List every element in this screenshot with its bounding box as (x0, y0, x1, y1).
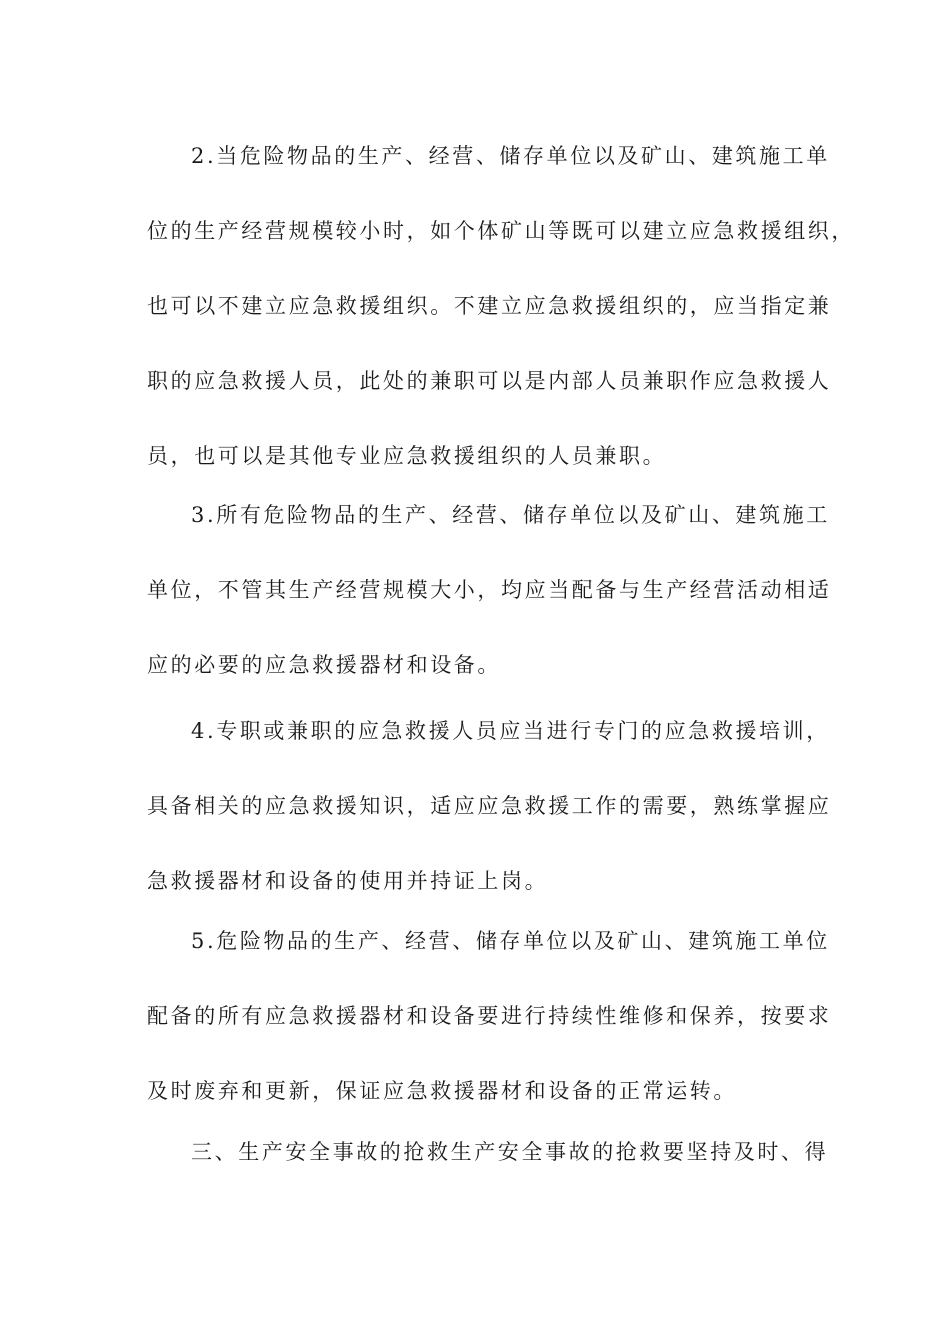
paragraph-2-line-3: 也可以不建立应急救援组织。不建立应急救援组织的，应当指定兼 (147, 294, 832, 318)
paragraph-2-line-4: 职的应急救援人员，此处的兼职可以是内部人员兼职作应急救援人 (147, 369, 832, 393)
paragraph-3-line-3: 应的必要的应急救援器材和设备。 (147, 653, 501, 677)
paragraph-4-line-3: 急救援器材和设备的使用并持证上岗。 (147, 869, 549, 893)
paragraph-3-line-1: 3.所有危险物品的生产、经营、储存单位以及矿山、建筑施工 (191, 503, 830, 527)
paragraph-2-line-2: 位的生产经营规模较小时，如个体矿山等既可以建立应急救援组织， (147, 219, 855, 243)
paragraph-5-line-2: 配备的所有应急救援器材和设备要进行持续性维修和保养，按要求 (147, 1004, 832, 1028)
paragraph-4-line-1: 4.专职或兼职的应急救援人员应当进行专门的应急救援培训， (191, 719, 830, 743)
paragraph-5-line-3: 及时废弃和更新，保证应急救援器材和设备的正常运转。 (147, 1079, 737, 1103)
paragraph-2-line-1: 2.当危险物品的生产、经营、储存单位以及矿山、建筑施工单 (191, 144, 830, 168)
paragraph-5-line-1: 5.危险物品的生产、经营、储存单位以及矿山、建筑施工单位 (191, 929, 830, 953)
paragraph-3-line-2: 单位，不管其生产经营规模大小，均应当配备与生产经营活动相适 (147, 578, 832, 602)
paragraph-4-line-2: 具备相关的应急救援知识，适应应急救援工作的需要，熟练掌握应 (147, 794, 832, 818)
paragraph-2-line-5: 员，也可以是其他专业应急救援组织的人员兼职。 (147, 444, 667, 468)
section-3-heading-line: 三、生产安全事故的抢救生产安全事故的抢救要坚持及时、得 (191, 1140, 829, 1164)
